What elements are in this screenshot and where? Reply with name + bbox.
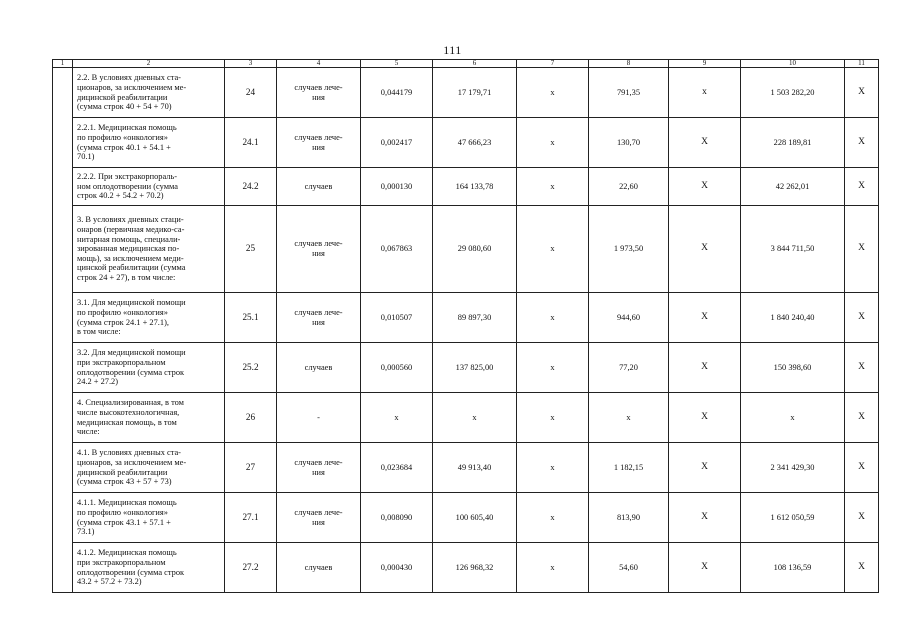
indicator-name-line: зированная медицинская по- xyxy=(77,244,180,254)
row-code-cell: 24 xyxy=(225,68,277,118)
unit-line: случаев xyxy=(304,562,333,572)
value-cell-c5: 0,067863 xyxy=(361,206,433,293)
value-cell-c8: 130,70 xyxy=(589,118,669,168)
value-cell-c8: 22,60 xyxy=(589,168,669,206)
indicator-name-line: 24.2 + 27.2) xyxy=(77,377,119,387)
table-row xyxy=(53,393,879,443)
value-cell-c9: Х xyxy=(669,343,741,393)
row-code-cell: 25.1 xyxy=(225,293,277,343)
value-cell-c5: 0,044179 xyxy=(361,68,433,118)
unit-line: случаев лече- xyxy=(294,507,343,517)
indicator-name-line: (сумма строк 24.1 + 27.1), xyxy=(77,317,169,327)
table-body xyxy=(53,60,879,593)
value-cell-c5: 0,008090 xyxy=(361,493,433,543)
indicator-name-cell xyxy=(73,493,225,543)
indicator-name-line: по профилю «онкология» xyxy=(77,307,168,317)
unit-cell xyxy=(277,443,361,493)
unit-cell xyxy=(277,343,361,393)
indicator-name-cell xyxy=(73,206,225,293)
value-cell-c7: х xyxy=(517,343,589,393)
value-cell-c9: Х xyxy=(669,443,741,493)
value-cell-c8: х xyxy=(589,393,669,443)
unit-cell xyxy=(277,118,361,168)
column-number: 5 xyxy=(361,60,433,68)
unit-line: случаев лече- xyxy=(294,132,343,142)
value-cell-c6: 100 605,40 xyxy=(433,493,517,543)
indicator-name-line: цинской реабилитации (сумма xyxy=(77,263,186,273)
unit-line: ния xyxy=(312,317,325,327)
value-cell-c10: 150 398,60 xyxy=(741,343,845,393)
unit-line: ния xyxy=(312,92,325,102)
column-number: 9 xyxy=(669,60,741,68)
indicator-name-line: дицинской реабилитации xyxy=(77,92,168,102)
unit-cell xyxy=(277,293,361,343)
value-cell-c9: Х xyxy=(669,493,741,543)
indicator-name-line: 2.2. В условиях дневных ста- xyxy=(77,73,181,83)
unit-line: случаев лече- xyxy=(294,457,343,467)
value-cell-c8: 944,60 xyxy=(589,293,669,343)
value-cell-c6: 164 133,78 xyxy=(433,168,517,206)
value-cell-c7: х xyxy=(517,443,589,493)
indicator-name-cell xyxy=(73,68,225,118)
indicator-name-line: по профилю «онкология» xyxy=(77,507,168,517)
value-cell-c10: х xyxy=(741,393,845,443)
unit-line: ния xyxy=(312,249,325,258)
value-cell-c11: Х xyxy=(845,543,879,593)
indicator-name-line: дицинской реабилитации xyxy=(77,467,168,477)
unit-cell xyxy=(277,493,361,543)
row-code-cell: 24.1 xyxy=(225,118,277,168)
indicator-name-line: числе: xyxy=(77,427,100,437)
indicator-name-line: по профилю «онкология» xyxy=(77,132,168,142)
value-cell-c5: 0,010507 xyxy=(361,293,433,343)
row-code-cell: 25 xyxy=(225,206,277,293)
row-code-cell: 26 xyxy=(225,393,277,443)
value-cell-c9: Х xyxy=(669,206,741,293)
value-cell-c7: х xyxy=(517,493,589,543)
indicator-name-cell xyxy=(73,543,225,593)
column-number-row xyxy=(53,60,879,68)
indicator-name-line: строк 40.2 + 54.2 + 70.2) xyxy=(77,191,164,201)
indicator-name-line: 4.1. В условиях дневных ста- xyxy=(77,448,181,458)
indicator-name-line: 70.1) xyxy=(77,152,95,162)
indicator-name-cell xyxy=(73,168,225,206)
value-cell-c10: 108 136,59 xyxy=(741,543,845,593)
unit-line: ния xyxy=(312,467,325,477)
row-code-cell: 27.2 xyxy=(225,543,277,593)
value-cell-c10: 3 844 711,50 xyxy=(741,206,845,293)
indicator-name-cell xyxy=(73,118,225,168)
indicator-name-line: строк 24 + 27), в том числе: xyxy=(77,272,176,282)
indicator-name-line: 2.2.2. При экстракорпораль- xyxy=(77,172,178,182)
value-cell-c6: 49 913,40 xyxy=(433,443,517,493)
value-cell-c11: Х xyxy=(845,393,879,443)
value-cell-c11: Х xyxy=(845,493,879,543)
column-number: 3 xyxy=(225,60,277,68)
indicator-name-line: 4. Специализированная, в том xyxy=(77,398,184,408)
unit-cell xyxy=(277,206,361,293)
value-cell-c6: 126 968,32 xyxy=(433,543,517,593)
value-cell-c8: 813,90 xyxy=(589,493,669,543)
indicator-name-cell xyxy=(73,443,225,493)
indicator-name-cell xyxy=(73,343,225,393)
indicator-name-line: 43.2 + 57.2 + 73.2) xyxy=(77,577,142,587)
value-cell-c11: Х xyxy=(845,206,879,293)
unit-cell xyxy=(277,393,361,443)
value-cell-c6: 29 080,60 xyxy=(433,206,517,293)
value-cell-c9: Х xyxy=(669,118,741,168)
column-number: 7 xyxy=(517,60,589,68)
value-cell-c11: Х xyxy=(845,168,879,206)
indicator-name-line: при экстракорпоральном xyxy=(77,357,166,367)
value-cell-c10: 1 612 050,59 xyxy=(741,493,845,543)
indicator-name-line: (сумма строк 40 + 54 + 70) xyxy=(77,102,172,112)
value-cell-c10: 228 189,81 xyxy=(741,118,845,168)
column-number: 4 xyxy=(277,60,361,68)
value-cell-c7: х xyxy=(517,543,589,593)
value-cell-c8: 1 182,15 xyxy=(589,443,669,493)
value-cell-c10: 1 503 282,20 xyxy=(741,68,845,118)
indicator-name-cell xyxy=(73,293,225,343)
table-row xyxy=(53,493,879,543)
value-cell-c8: 791,35 xyxy=(589,68,669,118)
value-cell-c5: 0,023684 xyxy=(361,443,433,493)
value-cell-c5: х xyxy=(361,393,433,443)
indicator-name-line: ционаров, за исключением ме- xyxy=(77,457,187,467)
value-cell-c9: х xyxy=(669,68,741,118)
unit-line: ния xyxy=(312,142,325,152)
row-code-cell: 27.1 xyxy=(225,493,277,543)
value-cell-c11: Х xyxy=(845,68,879,118)
indicator-name-line: ном оплодотворении (сумма xyxy=(77,181,178,191)
value-cell-c6: 137 825,00 xyxy=(433,343,517,393)
unit-line: случаев xyxy=(304,181,333,191)
indicator-name-line: (сумма строк 43.1 + 57.1 + xyxy=(77,517,171,527)
value-cell-c11: Х xyxy=(845,293,879,343)
table-row xyxy=(53,543,879,593)
indicator-name-line: оплодотворении (сумма строк xyxy=(77,367,185,377)
table-row xyxy=(53,343,879,393)
value-cell-c5: 0,000430 xyxy=(361,543,433,593)
row-code-cell: 27 xyxy=(225,443,277,493)
value-cell-c9: Х xyxy=(669,168,741,206)
unit-cell xyxy=(277,543,361,593)
unit-line: - xyxy=(317,412,320,422)
column-number: 1 xyxy=(53,60,73,68)
value-cell-c6: х xyxy=(433,393,517,443)
page-number: 111 xyxy=(443,43,462,57)
indicator-name-line: ционаров, за исключением ме- xyxy=(77,82,187,92)
unit-line: случаев лече- xyxy=(294,82,343,92)
table-row xyxy=(53,168,879,206)
column-number: 11 xyxy=(845,60,879,68)
value-cell-c8: 77,20 xyxy=(589,343,669,393)
table-row xyxy=(53,443,879,493)
value-cell-c7: х xyxy=(517,393,589,443)
value-cell-c6: 17 179,71 xyxy=(433,68,517,118)
value-cell-c10: 42 262,01 xyxy=(741,168,845,206)
indicator-name-line: нитарная помощь, специали- xyxy=(77,234,181,244)
unit-line: случаев лече- xyxy=(294,239,343,249)
row-code-cell: 24.2 xyxy=(225,168,277,206)
column-1-merged-cell xyxy=(53,68,73,593)
indicator-name-line: 73.1) xyxy=(77,527,95,537)
column-number: 2 xyxy=(73,60,225,68)
indicator-name-line: онаров (первичная медико-са- xyxy=(77,225,185,235)
value-cell-c10: 2 341 429,30 xyxy=(741,443,845,493)
row-code-cell: 25.2 xyxy=(225,343,277,393)
value-cell-c10: 1 840 240,40 xyxy=(741,293,845,343)
indicator-name-line: мощь), за исключением меди- xyxy=(77,253,184,263)
value-cell-c8: 54,60 xyxy=(589,543,669,593)
indicator-name-line: 2.2.1. Медицинская помощь xyxy=(77,123,177,133)
indicator-name-line: 4.1.1. Медицинская помощь xyxy=(77,498,177,508)
unit-line: случаев xyxy=(304,362,333,372)
table-row xyxy=(53,118,879,168)
value-cell-c11: Х xyxy=(845,443,879,493)
value-cell-c11: Х xyxy=(845,343,879,393)
indicator-name-line: 3. В условиях дневных стаци- xyxy=(77,215,184,225)
indicator-name-line: медицинская помощь, в том xyxy=(77,417,177,427)
indicator-name-line: оплодотворении (сумма строк xyxy=(77,567,185,577)
unit-cell xyxy=(277,168,361,206)
table-row xyxy=(53,206,879,293)
value-cell-c7: х xyxy=(517,68,589,118)
value-cell-c5: 0,002417 xyxy=(361,118,433,168)
indicator-name-line: 3.2. Для медицинской помощи xyxy=(77,348,186,358)
value-cell-c8: 1 973,50 xyxy=(589,206,669,293)
unit-cell xyxy=(277,68,361,118)
unit-line: ния xyxy=(312,517,325,527)
value-cell-c11: Х xyxy=(845,118,879,168)
value-cell-c7: х xyxy=(517,293,589,343)
table-row xyxy=(53,68,879,118)
indicator-name-cell xyxy=(73,393,225,443)
table-row xyxy=(53,293,879,343)
value-cell-c6: 47 666,23 xyxy=(433,118,517,168)
indicator-name-line: при экстракорпоральном xyxy=(77,557,166,567)
indicator-name-line: 3.1. Для медицинской помощи xyxy=(77,298,186,308)
value-cell-c9: Х xyxy=(669,393,741,443)
value-cell-c5: 0,000560 xyxy=(361,343,433,393)
unit-line: случаев лече- xyxy=(294,307,343,317)
indicator-name-line: 4.1.2. Медицинская помощь xyxy=(77,548,177,558)
indicator-name-line: (сумма строк 43 + 57 + 73) xyxy=(77,477,172,487)
value-cell-c7: х xyxy=(517,206,589,293)
column-number: 8 xyxy=(589,60,669,68)
value-cell-c6: 89 897,30 xyxy=(433,293,517,343)
value-cell-c5: 0,000130 xyxy=(361,168,433,206)
value-cell-c9: Х xyxy=(669,293,741,343)
value-cell-c7: х xyxy=(517,118,589,168)
column-number: 6 xyxy=(433,60,517,68)
indicator-name-line: числе высокотехнологичная, xyxy=(77,407,180,417)
column-number: 10 xyxy=(741,60,845,68)
indicator-name-line: в том числе: xyxy=(77,327,121,337)
data-table xyxy=(52,59,879,593)
value-cell-c7: х xyxy=(517,168,589,206)
value-cell-c9: Х xyxy=(669,543,741,593)
indicator-name-line: (сумма строк 40.1 + 54.1 + xyxy=(77,142,171,152)
